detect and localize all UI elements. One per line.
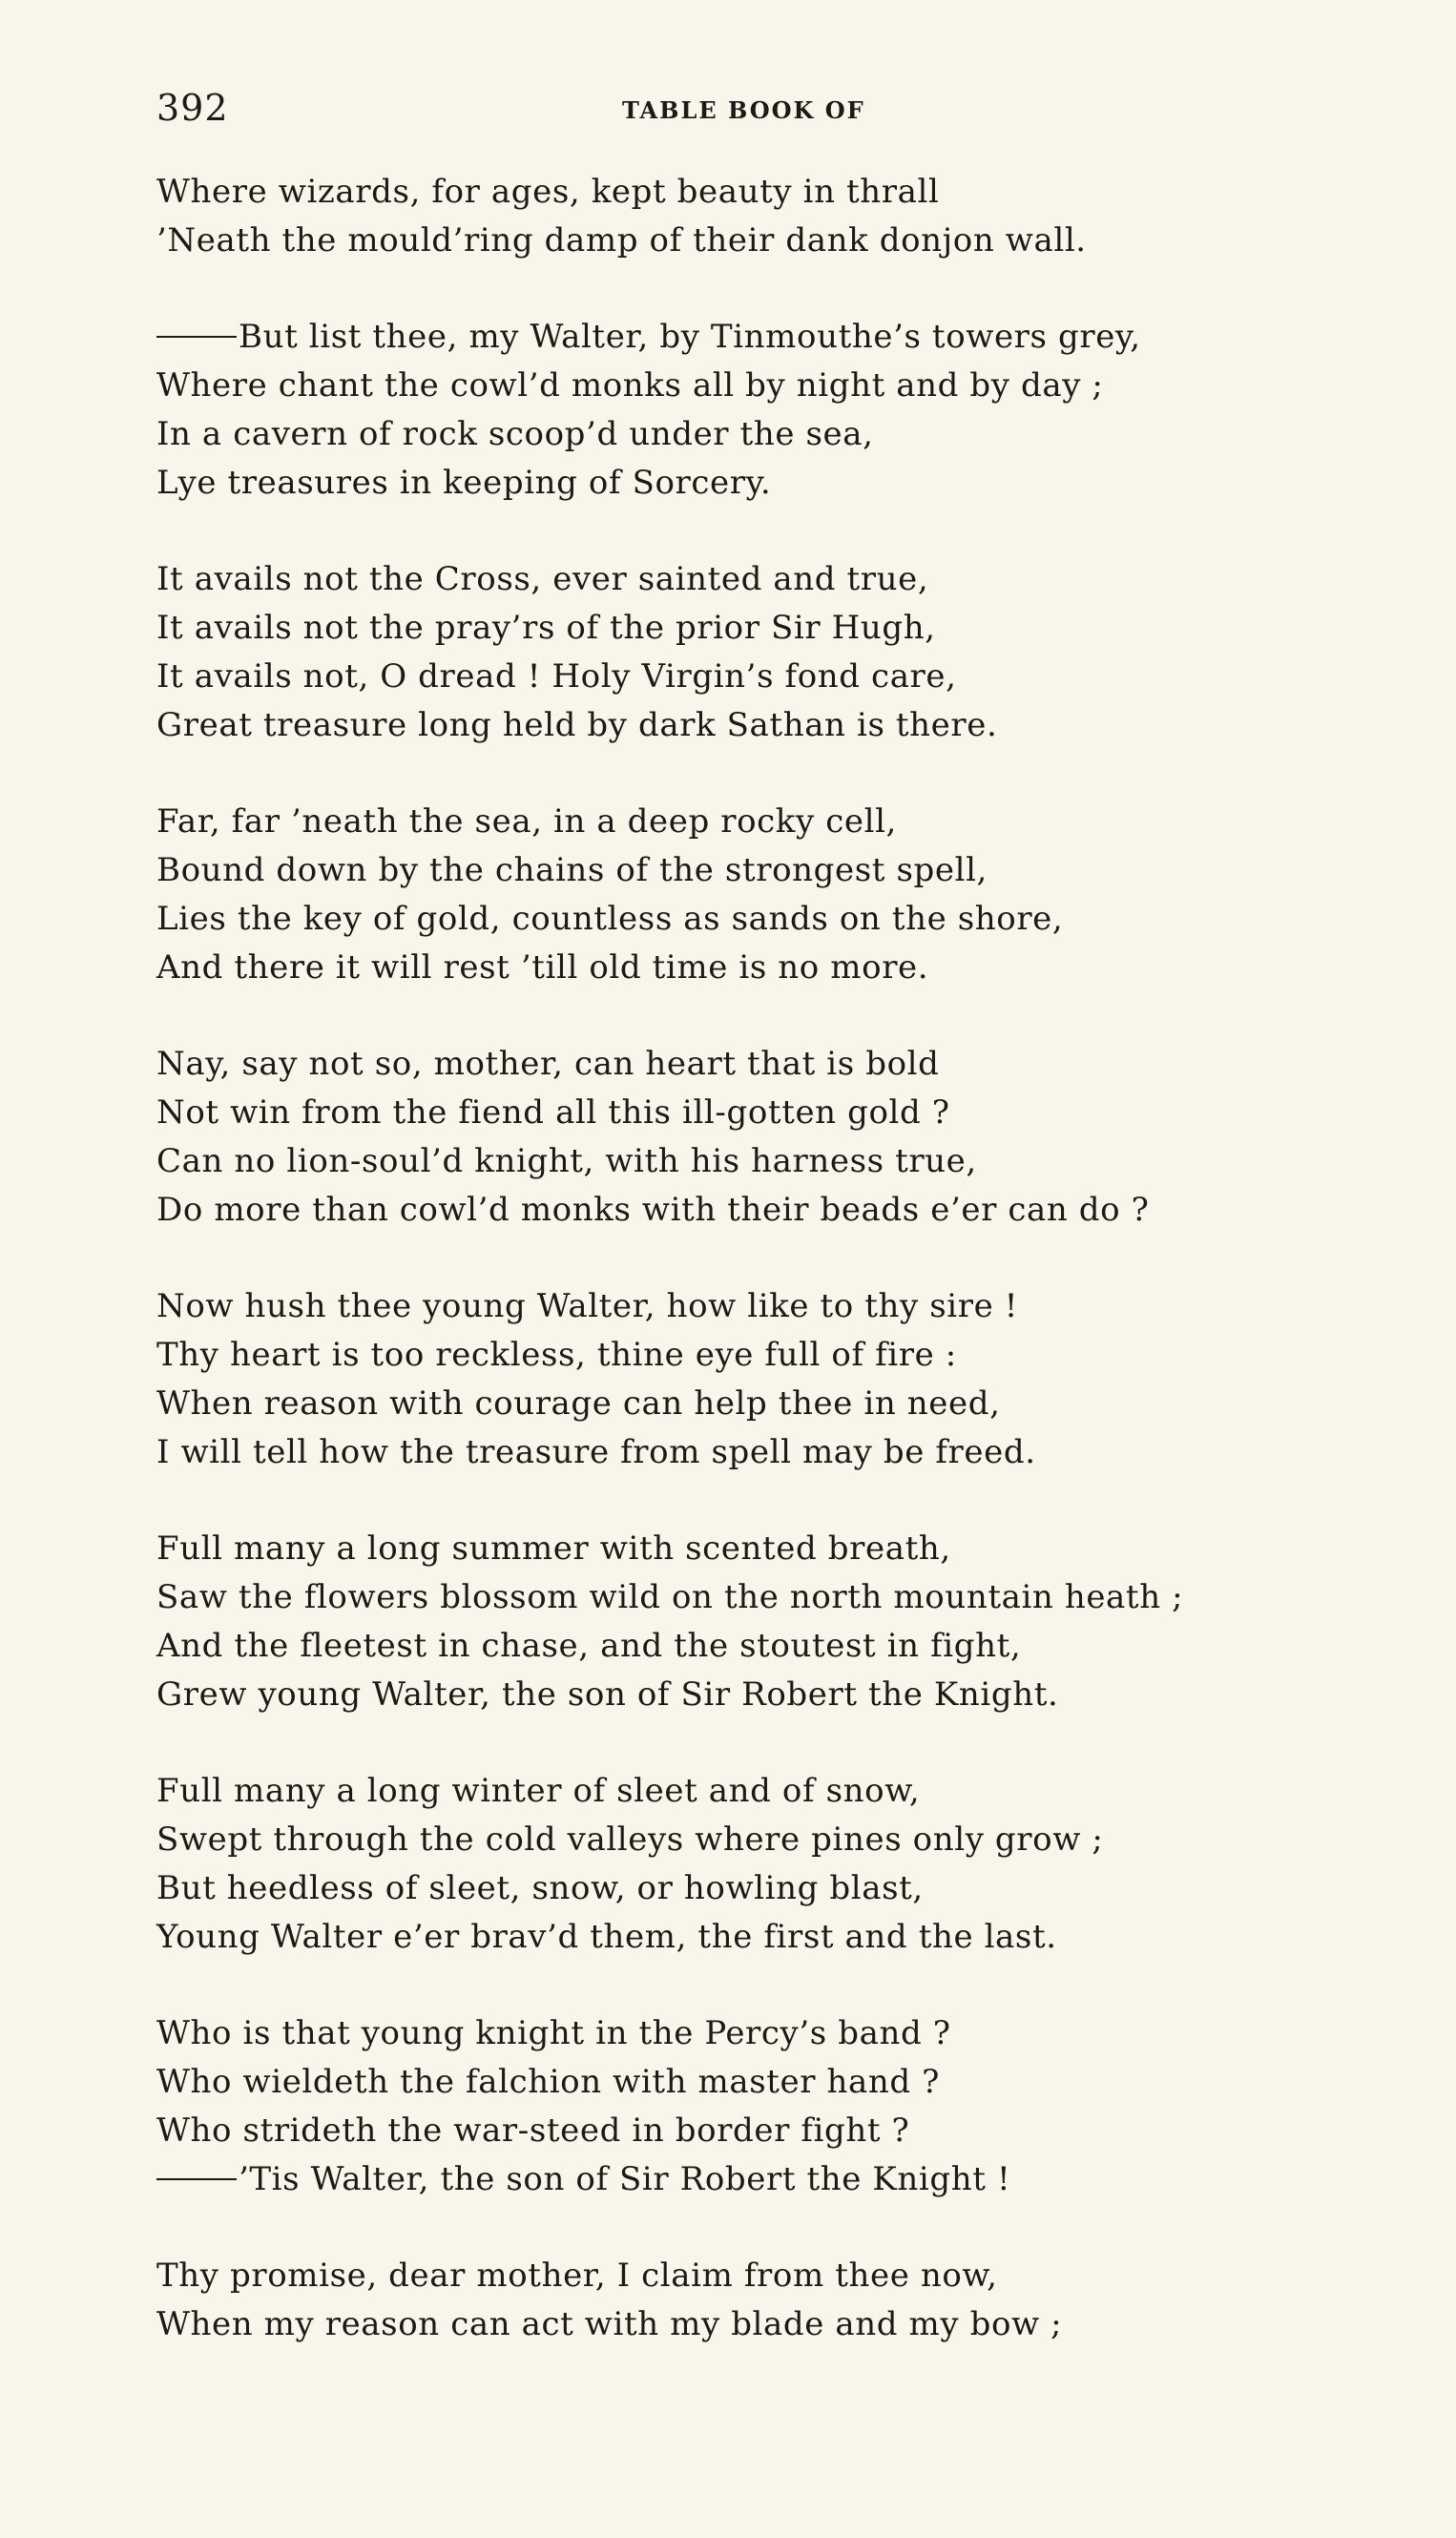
poem-line-text: And the fleetest in chase, and the stoutest in fight, (156, 1627, 1022, 1665)
em-dash-rule (156, 336, 237, 338)
poem-line (156, 1137, 1330, 1186)
poem-line-text: Lies the key of gold, countless as sands on the shore, (156, 900, 1064, 938)
poem-line-text: It avails not the Cross, ever sainted and true, (156, 560, 929, 598)
poem-line (156, 1525, 1330, 1573)
poem-line (156, 1186, 1330, 1235)
poem-line (156, 1573, 1330, 1622)
page-header (0, 84, 1456, 132)
poem-line (156, 459, 1330, 508)
poem-line-text: ’Tis Walter, the son of Sir Robert the Knight ! (239, 2160, 1011, 2198)
poem-line-text: Lye treasures in keeping of Sorcery. (156, 464, 772, 502)
poem-line-text: Now hush thee young Walter, how like to thy sire ! (156, 1287, 1019, 1325)
poem-line-text: ’Neath the mould’ring damp of their dank donjon wall. (156, 221, 1087, 260)
poem-line (156, 313, 1330, 362)
poem-line-text: And there it will rest ’till old time is no more. (156, 948, 929, 987)
stanza (156, 168, 1330, 265)
poem-line-text: Who wieldeth the falchion with master hand ? (156, 2063, 940, 2101)
running-title: TABLE BOOK OF (622, 96, 865, 124)
poem-line-text: In a cavern of rock scoop’d under the sea, (156, 415, 874, 453)
poem-line (156, 1816, 1330, 1864)
poem-line (156, 846, 1330, 895)
poem-line (156, 1089, 1330, 1137)
poem-line-text: Where chant the cowl’d monks all by night and by day ; (156, 366, 1104, 405)
poem-line-text: Who strideth the war-steed in border fight ? (156, 2112, 910, 2150)
poem-line (156, 217, 1330, 265)
poem-line-text: But list thee, my Walter, by Tinmouthe’s towers grey, (239, 318, 1141, 356)
poem-line-text: Not win from the fiend all this ill-gotten gold ? (156, 1093, 950, 1132)
poem-line (156, 2107, 1330, 2155)
poem-line-text: It avails not the pray’rs of the prior Sir Hugh, (156, 609, 936, 647)
poem-line-text: When reason with courage can help thee in need, (156, 1384, 1001, 1423)
stanza (156, 555, 1330, 750)
poem-line-text: It avails not, O dread ! Holy Virgin’s fond care, (156, 657, 957, 696)
poem-line (156, 2058, 1330, 2107)
stanza (156, 2252, 1330, 2349)
poem-line (156, 1913, 1330, 1962)
poem-line (156, 362, 1330, 410)
poem-line-text: When my reason can act with my blade and my bow ; (156, 2305, 1063, 2343)
poem-line (156, 1040, 1330, 1089)
poem-line (156, 2155, 1330, 2204)
poem-line-text: Great treasure long held by dark Sathan is there. (156, 706, 998, 744)
poem-line (156, 798, 1330, 846)
poem-line-text: Full many a long summer with scented breath, (156, 1529, 951, 1568)
poem-line-text: Swept through the cold valleys where pines only grow ; (156, 1820, 1104, 1859)
poem-line-text: Thy heart is too reckless, thine eye full of fire : (156, 1336, 957, 1374)
poem-line-text: I will tell how the treasure from spell may be freed. (156, 1433, 1036, 1471)
poem-line (156, 1671, 1330, 1719)
poem-line-text: Full many a long winter of sleet and of snow, (156, 1772, 921, 1810)
poem-line-text: Bound down by the chains of the strongest spell, (156, 851, 988, 889)
poem-line-text: But heedless of sleet, snow, or howling blast, (156, 1869, 924, 1907)
poem-line-text: Young Walter e’er brav’d them, the first and the last. (156, 1918, 1057, 1956)
stanza (156, 2009, 1330, 2204)
poem-line-text: Where wizards, for ages, kept beauty in thrall (156, 173, 940, 211)
poem-line (156, 1864, 1330, 1913)
stanza (156, 1040, 1330, 1235)
poem-line-text: Thy promise, dear mother, I claim from thee now, (156, 2257, 998, 2295)
poem-line (156, 701, 1330, 750)
poem-line (156, 1622, 1330, 1671)
poem-line-text: Who is that young knight in the Percy’s band ? (156, 2014, 951, 2052)
stanza (156, 313, 1330, 508)
poem-line (156, 168, 1330, 217)
stanza (156, 1282, 1330, 1477)
poem-line (156, 604, 1330, 653)
poem-line (156, 2252, 1330, 2300)
poem-line-text: Saw the flowers blossom wild on the north mountain heath ; (156, 1578, 1184, 1616)
stanza (156, 798, 1330, 992)
poem-line (156, 410, 1330, 459)
poem-line (156, 1380, 1330, 1428)
page-number: 392 (156, 87, 229, 129)
poem-body (156, 168, 1330, 2397)
poem-line (156, 653, 1330, 701)
poem-line (156, 2300, 1330, 2349)
poem-line (156, 1282, 1330, 1331)
poem-line (156, 1331, 1330, 1380)
poem-line-text: Far, far ’neath the sea, in a deep rocky cell, (156, 802, 897, 841)
poem-line-text: Do more than cowl’d monks with their beads e’er can do ? (156, 1191, 1150, 1229)
stanza (156, 1767, 1330, 1962)
poem-line-text: Nay, say not so, mother, can heart that is bold (156, 1045, 940, 1083)
poem-line-text: Grew young Walter, the son of Sir Robert the Knight. (156, 1675, 1059, 1714)
em-dash-rule (156, 2178, 237, 2180)
poem-line (156, 2009, 1330, 2058)
poem-line (156, 944, 1330, 992)
poem-line (156, 555, 1330, 604)
poem-line (156, 1767, 1330, 1816)
poem-line-text: Can no lion-soul’d knight, with his harness true, (156, 1142, 977, 1180)
stanza (156, 1525, 1330, 1719)
poem-line (156, 1428, 1330, 1477)
poem-line (156, 895, 1330, 944)
